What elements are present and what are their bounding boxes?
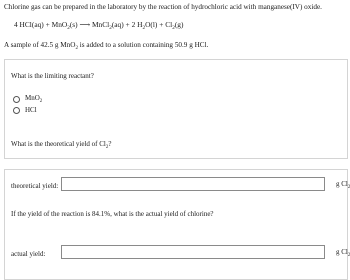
equation-rhs: O(l) + Cl bbox=[145, 20, 173, 29]
question-subscript: 2 bbox=[105, 145, 109, 150]
theoretical-yield-label: theoretical yield: bbox=[11, 182, 59, 190]
theoretical-yield-input[interactable] bbox=[61, 177, 325, 191]
equation-rhs: MnCl bbox=[91, 20, 110, 29]
reaction-arrow: ⟶ bbox=[79, 20, 91, 29]
option-hcl[interactable] bbox=[13, 106, 37, 114]
actual-yield-input[interactable] bbox=[61, 245, 325, 259]
question-panel bbox=[4, 59, 348, 159]
equation-lhs-state: (s) bbox=[69, 20, 78, 29]
radio-button[interactable] bbox=[13, 96, 20, 103]
equation-subscript: 2 bbox=[109, 25, 112, 31]
actual-yield-unit bbox=[336, 248, 350, 258]
option-text: MnO bbox=[25, 94, 40, 102]
unit-text: g Cl bbox=[336, 248, 348, 256]
limiting-reactant-question: What is the limiting reactant? bbox=[11, 72, 94, 80]
sample-text: A sample of 42.5 g MnO bbox=[4, 41, 76, 49]
question-text: ? bbox=[108, 140, 112, 148]
unit-subscript: 2 bbox=[347, 185, 350, 190]
sample-statement bbox=[4, 41, 208, 51]
chemical-equation bbox=[14, 20, 183, 31]
actual-yield-label: actual yield: bbox=[11, 250, 46, 258]
theoretical-yield-question bbox=[11, 140, 111, 150]
yield-panel bbox=[4, 169, 348, 280]
option-label bbox=[25, 94, 42, 104]
sample-subscript: 2 bbox=[75, 46, 78, 51]
equation-subscript: 2 bbox=[67, 25, 70, 31]
equation-rhs: (aq) + 2 H bbox=[111, 20, 143, 29]
option-label: HCl bbox=[25, 106, 37, 114]
equation-rhs-state: (g) bbox=[174, 20, 184, 29]
equation-subscript: 2 bbox=[142, 25, 146, 31]
equation-lhs: 4 HCl(aq) + MnO bbox=[14, 20, 68, 29]
option-subscript: 2 bbox=[39, 99, 43, 104]
problem-intro: Chlorine gas can be prepared in the laboratory by the reaction of hydrochloric acid with manganese(IV) oxide. bbox=[4, 3, 322, 11]
sample-text: is added to a solution containing 50.9 g HCl. bbox=[78, 41, 209, 49]
equation-subscript: 2 bbox=[172, 25, 175, 31]
question-text: What is the theoretical yield of Cl bbox=[11, 140, 106, 148]
radio-button[interactable] bbox=[13, 107, 20, 114]
option-mno2[interactable] bbox=[13, 94, 42, 104]
actual-yield-question: If the yield of the reaction is 84.1%, what is the actual yield of chlorine? bbox=[11, 210, 214, 218]
unit-subscript: 2 bbox=[347, 253, 350, 258]
unit-text: g Cl bbox=[336, 180, 348, 188]
theoretical-yield-unit bbox=[336, 180, 350, 190]
